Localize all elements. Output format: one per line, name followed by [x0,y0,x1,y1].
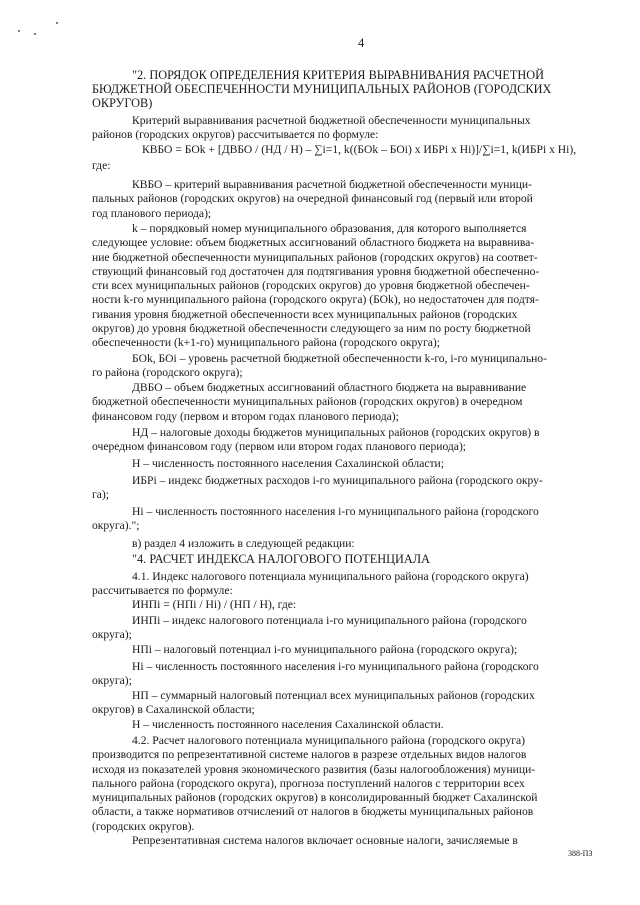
document-code: 388-ПЗ [568,849,593,858]
text-line: рассчитывается по формуле: [92,584,233,598]
scan-speck [56,22,58,24]
text-line: округов) в Сахалинской области; [92,703,255,717]
text-line: НП – суммарный налоговый потенциал всех муниципальных районов (городских [132,689,535,702]
text-line: Нi – численность постоянного населения i-го муниципального района (городского [132,505,539,518]
text-line: ние бюджетной обеспеченности муниципальных районов (городских округов) на соответ- [92,250,538,264]
text-line: следующее условие: объем бюджетных ассигнований областного бюджета на выравнива- [92,236,535,250]
text-line: k – порядковый номер муниципального образования, для которого выполняется [132,222,527,235]
text-line: (городских округов). [92,819,195,833]
n-i-definition [92,660,610,689]
text-line: очередном финансовом году (первом или втором годах планового периода); [92,440,467,454]
text-line: округа)."; [92,519,140,533]
text-line: Критерий выравнивания расчетной бюджетной обеспеченности муниципальных [132,114,531,127]
section2-intro [92,114,610,143]
text-line: районов (городских округов) рассчитывается по формуле: [92,128,379,142]
inp-formula: ИНПi = (НПi / Нi) / (НП / Н), где: [132,598,297,611]
text-line: КВБО – критерий выравнивания расчетной бюджетной обеспеченности муници- [132,178,532,191]
text-line: обеспеченности (k+1-го) муниципального района (городского округа); [92,336,440,350]
text-line: ности k-го муниципального района (городского округа) (БОk), но недостаточен для подтя- [92,293,539,307]
heading-line: "2. ПОРЯДОК ОПРЕДЕЛЕНИЯ КРИТЕРИЯ ВЫРАВНИВАНИЯ РАСЧЕТНОЙ [132,68,545,82]
section2-heading [92,68,610,110]
bo-definition [92,352,610,381]
text-line: исходя из показателей уровня экономического развития (базы налогообложения) муници- [92,762,536,776]
text-line: 4.2. Расчет налогового потенциала муниципального района (городского округа) [132,734,526,747]
heading-line: БЮДЖЕТНОЙ ОБЕСПЕЧЕННОСТИ МУНИЦИПАЛЬНЫХ РАЙОНОВ (ГОРОДСКИХ [92,82,552,96]
nd-definition [92,426,610,455]
kvbo-definition [92,178,610,221]
text-line: БОk, БОi – уровень расчетной бюджетной обеспеченности k-го, i-го муниципально- [132,352,547,365]
representative-system-text: Репрезентативная система налогов включает основные налоги, зачисляемые в [132,834,518,847]
text-line: ИБРi – индекс бюджетных расходов i-го муниципального района (городского окру- [132,474,543,487]
text-line: год планового периода); [92,206,212,220]
ni-definition [92,505,610,534]
text-line: пальных районов (городских округов) на очередной финансовый год (первый или второй [92,192,533,206]
text-line: производится по репрезентативной системе налогов в разрезе отдельных видов налогов [92,748,527,762]
text-line: НД – налоговые доходы бюджетов муниципальных районов (городских округов) в [132,426,540,439]
k-definition [92,222,610,351]
text-line: округа); [92,628,132,642]
text-line: округа); [92,674,132,688]
text-line: га); [92,488,109,502]
scan-speck [18,30,20,32]
where-label: где: [92,159,111,172]
text-line: округов) до уровня бюджетной обеспеченности следующего за ним по росту бюджетной [92,322,531,336]
text-line: сти всех муниципальных районов (городских округов) до уровня бюджетной обеспечен- [92,279,530,293]
heading-line: ОКРУГОВ) [92,96,153,110]
np-definition [92,689,610,718]
dvbo-definition [92,381,610,424]
section4-heading: "4. РАСЧЕТ ИНДЕКСА НАЛОГОВОГО ПОТЕНЦИАЛА [132,552,430,566]
text-line: ствующий финансовый год достаточен для подтягивания уровня бюджетной обеспеченно- [92,264,540,278]
text-line: финансовом году (первом и втором годах планового периода); [92,409,399,423]
text-line: Нi – численность постоянного населения i-го муниципального района (городского [132,660,539,673]
ibr-definition [92,474,610,503]
text-line: го района (городского округа); [92,366,243,380]
inp-definition [92,614,610,643]
n-total-definition: Н – численность постоянного населения Сахалинской области. [132,718,444,731]
amendment-c: в) раздел 4 изложить в следующей редакции: [132,537,355,550]
text-line: ДВБО – объем бюджетных ассигнований областного бюджета на выравнивание [132,381,527,394]
paragraph-4-2 [92,734,610,834]
n-definition: Н – численность постоянного населения Сахалинской области; [132,457,444,470]
np-i-definition: НПi – налоговый потенциал i-го муниципального района (городского округа); [132,643,518,656]
scan-speck [34,33,36,35]
text-line: 4.1. Индекс налогового потенциала муниципального района (городского округа) [132,570,529,583]
text-line: муниципальных районов (городских округов) в консолидированный бюджет Сахалинской [92,791,538,805]
text-line: бюджетной обеспеченности муниципальных районов (городских округов) в очередном [92,395,523,409]
text-line: ИНПi – индекс налогового потенциала i-го муниципального района (городского [132,614,527,627]
text-line: пального района (городского округа), прогноза поступлений налогов с территории всех [92,776,525,790]
page-number: 4 [358,36,365,50]
kvbo-formula: КВБО = БОk + [ДВБО / (НД / Н) – ∑i=1, k((БОk – БОi) x ИБРi x Нi)]/∑i=1, k(ИБРi x Нi), [142,143,577,156]
paragraph-4-1 [92,570,610,599]
text-line: гивания уровня бюджетной обеспеченности всех муниципальных районов (городских [92,307,518,321]
text-line: области, а также нормативов отчислений от налогов в бюджеты муниципальных районов [92,805,534,819]
